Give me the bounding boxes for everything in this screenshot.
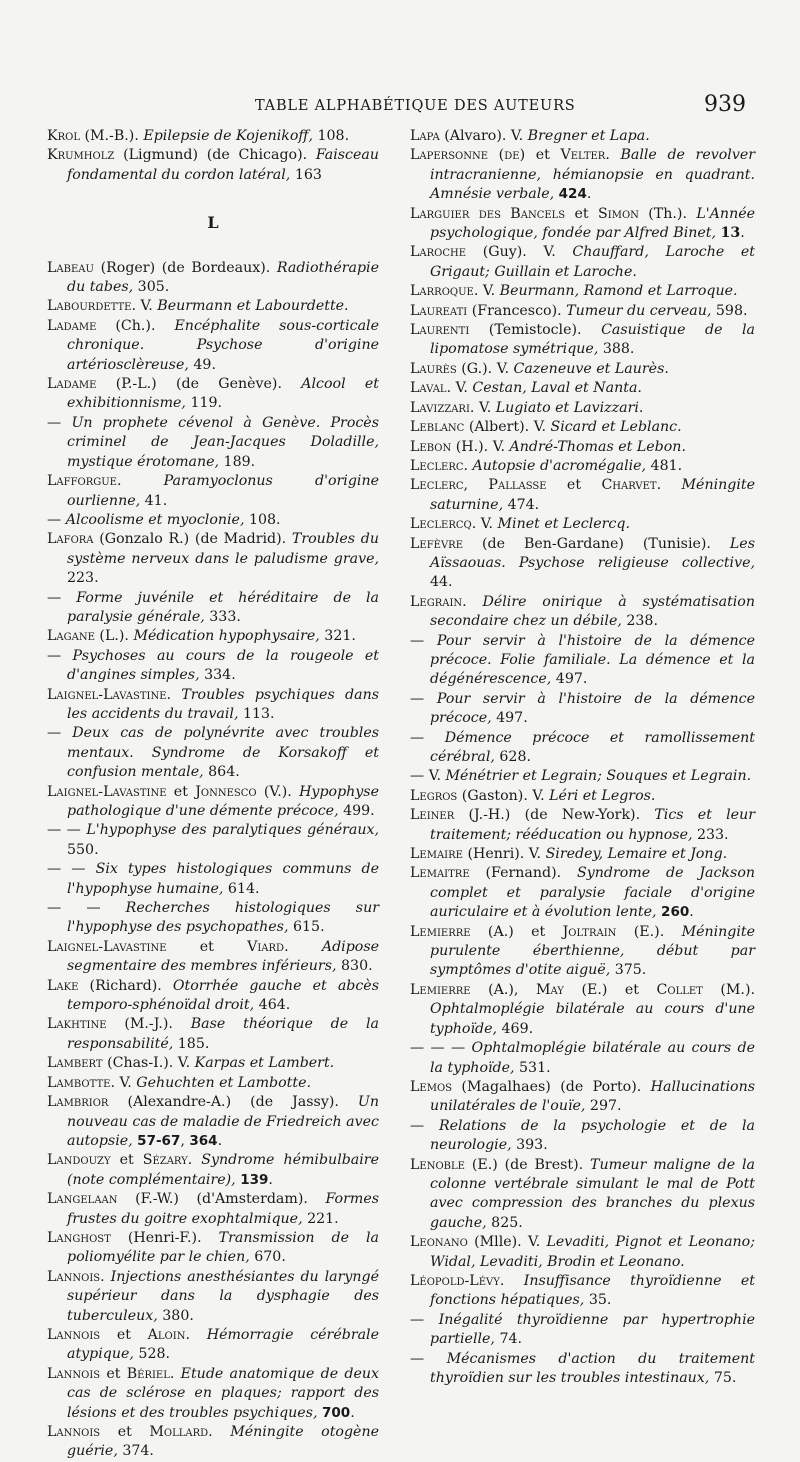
index-entry: Laroche (Guy). V. Chauffard, Laroche et Grigaut; Guillain et Laroche. bbox=[410, 244, 755, 280]
index-entry: Laurenti (Temistocle). Casuistique de la lipomatose symétrique, 388. bbox=[410, 322, 755, 358]
index-entry: Ladame (Ch.). Encéphalite sous-corticale chronique. Psychose d'origine artériosclèreuse, 49. bbox=[47, 317, 379, 373]
index-entry: — Pour servir à l'histoire de la démence précoce. Folie familiale. La démence et la dégénérescence, 497. bbox=[410, 632, 756, 688]
page-number: 939 bbox=[704, 92, 746, 117]
entries-before-section bbox=[47, 127, 379, 185]
index-entry: Lapersonne (de) et Velter. Balle de revolver intracranienne, hémianopsie en quadrant. Amnésie verbale, 424. bbox=[410, 147, 756, 203]
index-entry: Lemierre (A.) et Joltrain (E.). Méningite purulente éberthienne, début par symptômes d'otite aiguë, 375. bbox=[410, 923, 756, 979]
index-entry: — Inégalité thyroïdienne par hypertrophie partielle, 74. bbox=[410, 1311, 755, 1348]
index-entry: Lannois. Injections anesthésiantes du laryngé supérieur dans la dysphagie des tuberculeux, 380. bbox=[47, 1268, 380, 1324]
index-entry: Laureati (Francesco). Tumeur du cerveau, 598. bbox=[410, 302, 748, 319]
index-entry: Legros (Gaston). V. Léri et Legros. bbox=[410, 787, 656, 804]
index-entry: — Pour servir à l'histoire de la démence précoce, 497. bbox=[410, 690, 756, 727]
index-entry: Lagane (L.). Médication hypophysaire, 321. bbox=[47, 628, 356, 645]
index-entry: Langelaan (F.-W.) (d'Amsterdam). Formes frustes du goitre exophtalmique, 221. bbox=[47, 1191, 379, 1227]
index-entry: Lemos (Magalhaes) (de Porto). Hallucinations unilatérales de l'ouïe, 297. bbox=[410, 1078, 755, 1115]
index-entry: — V. Ménétrier et Legrain; Souques et Legrain. bbox=[410, 768, 752, 785]
index-entry: Lebon (H.). V. André-Thomas et Lebon. bbox=[410, 438, 686, 455]
entries-section-l bbox=[47, 259, 379, 1462]
index-entry: Lannois et Mollard. Méningite otogène guérie, 374. bbox=[47, 1424, 379, 1460]
index-entry: — Deux cas de polynévrite avec troubles mentaux. Syndrome de Korsakoff et confusion mentale, 864. bbox=[47, 725, 379, 781]
index-entry: Lafora (Gonzalo R.) (de Madrid). Troubles du système nerveux dans le paludisme grave, 223. bbox=[47, 531, 379, 587]
index-entry: Laignel-Lavastine et Jonnesco (V.). Hypophyse pathologique d'une démente précoce, 499. bbox=[47, 783, 379, 819]
entries-right bbox=[410, 127, 755, 1388]
index-entry: Leclerc, Pallasse et Charvet. Méningite saturnine, 474. bbox=[410, 477, 755, 513]
index-entry: Labeau (Roger) (de Bordeaux). Radiothérapie du tabes, 305. bbox=[47, 259, 379, 296]
index-entry: — — Recherches histologiques sur l'hypophyse des psychopathes, 615. bbox=[47, 900, 379, 936]
index-entry: Laignel-Lavastine et Viard. Adipose segmentaire des membres inférieurs, 830. bbox=[47, 938, 379, 975]
index-entry: Lemaitre (Fernand). Syndrome de Jackson complet et paralysie faciale d'origine auriculaire et à évolution lente, 260. bbox=[410, 865, 755, 921]
index-entry: — — — Ophtalmoplégie bilatérale au cours de la typhoïde, 531. bbox=[410, 1040, 756, 1076]
index-entry: — Relations de la psychologie et de la neurologie, 393. bbox=[410, 1117, 755, 1154]
index-entry: Langhost (Henri-F.). Transmission de la poliomyélite par le chien, 670. bbox=[47, 1229, 380, 1266]
index-entry: — Forme juvénile et héréditaire de la paralysie générale, 333. bbox=[47, 589, 380, 625]
index-entry: Landouzy et Sézary. Syndrome hémibulbaire (note complémentaire), 139. bbox=[47, 1152, 379, 1188]
index-entry: Leiner (J.-H.) (de New-York). Tics et leur traitement; rééducation ou hypnose, 233. bbox=[410, 807, 755, 843]
index-entry: Krumholz (Ligmund) (de Chicago). Faisceau fondamental du cordon latéral, 163 bbox=[47, 147, 379, 183]
index-entry: Leonano (Mlle). V. Levaditi, Pignot et Leonano; Widal, Levaditi, Brodin et Leonano. bbox=[410, 1234, 755, 1270]
index-entry: Lannois et Aloin. Hémorragie cérébrale atypique, 528. bbox=[47, 1326, 379, 1363]
index-entry: — Psychoses au cours de la rougeole et d'angines simples, 334. bbox=[47, 647, 379, 684]
index-entry: — — L'hypophyse des paralytiques généraux, 550. bbox=[47, 822, 379, 858]
index-entry: Legrain. Délire onirique à systématisation secondaire chez un débile, 238. bbox=[410, 593, 755, 630]
index-entry: Lakhtine (M.-J.). Base théorique de la responsabilité, 185. bbox=[47, 1016, 379, 1052]
index-entry: Lefèvre (de Ben-Gardane) (Tunisie). Les Aïssaouas. Psychose religieuse collective, 44. bbox=[410, 535, 755, 591]
right-column bbox=[410, 127, 755, 1388]
index-entry: Lake (Richard). Otorrhée gauche et abcès temporo-sphénoïdal droit, 464. bbox=[47, 977, 379, 1014]
left-column bbox=[47, 127, 379, 1462]
index-entry: Lenoble (E.) (de Brest). Tumeur maligne de la colonne vertébrale simulant le mal de Pott avec compression des branches du plexus gauche, 825. bbox=[410, 1156, 755, 1231]
index-entry: Leclercq. V. Minet et Leclercq. bbox=[410, 516, 630, 533]
index-entry: Ladame (P.-L.) (de Genève). Alcool et exhibitionnisme, 119. bbox=[47, 376, 379, 412]
index-entry: Leclerc. Autopsie d'acromégalie, 481. bbox=[410, 457, 683, 474]
index-entry: — — Six types histologiques communs de l'hypophyse humaine, 614. bbox=[47, 861, 379, 897]
index-entry: Lambert (Chas-I.). V. Karpas et Lambert. bbox=[47, 1055, 335, 1072]
index-entry: Larroque. V. Beurmann, Ramond et Larroque. bbox=[410, 283, 738, 300]
index-entry: Lafforgue. Paramyoclonus d'origine ourlienne, 41. bbox=[47, 473, 379, 509]
index-entry: Labourdette. V. Beurmann et Labourdette. bbox=[47, 298, 349, 315]
index-entry: — Un prophete cévenol à Genève. Procès criminel de Jean-Jacques Doladille, mystique érotomane, 189. bbox=[47, 414, 379, 470]
index-entry: — Mécanismes d'action du traitement thyroïdien sur les troubles intestinaux, 75. bbox=[410, 1350, 755, 1386]
index-entry: — Démence précoce et ramollissement cérébral, 628. bbox=[410, 729, 756, 765]
index-entry: Lemierre (A.), May (E.) et Collet (M.). Ophtalmoplégie bilatérale au cours d'une typhoïde, 469. bbox=[410, 981, 755, 1037]
index-entry: Krol (M.-B.). Epilepsie de Kojenikoff, 108. bbox=[47, 128, 350, 144]
index-entry: Leblanc (Albert). V. Sicard et Leblanc. bbox=[410, 419, 682, 436]
running-title: TABLE ALPHABÉTIQUE DES AUTEURS bbox=[255, 98, 576, 114]
index-entry: Laignel-Lavastine. Troubles psychiques dans les accidents du travail, 113. bbox=[47, 686, 379, 722]
index-entry: Léopold-Lévy. Insuffisance thyroïdienne et fonctions hépatiques, 35. bbox=[410, 1272, 755, 1309]
section-letter: L bbox=[207, 213, 219, 233]
index-entry: Lambrior (Alexandre-A.) (de Jassy). Un nouveau cas de maladie de Friedreich avec autopsie, 57-67, 364. bbox=[47, 1094, 379, 1149]
index-entry: Lapa (Alvaro). V. Bregner et Lapa. bbox=[410, 128, 650, 144]
index-entry: Lavizzari. V. Lugiato et Lavizzari. bbox=[410, 399, 644, 416]
index-entry: Lannois et Bériel. Etude anatomique de deux cas de sclérose en plaques; rapport des lésions et des troubles psychiques, 700. bbox=[47, 1365, 379, 1421]
index-entry: Lemaire (Henri). V. Siredey, Lemaire et Jong. bbox=[410, 846, 728, 863]
index-entry: Larguier des Bancels et Simon (Th.). L'Année psychologique, fondée par Alfred Binet, 13. bbox=[410, 205, 755, 242]
index-entry: Laval. V. Cestan, Laval et Nanta. bbox=[410, 380, 642, 397]
running-head bbox=[0, 92, 800, 122]
index-entry: — Alcoolisme et myoclonie, 108. bbox=[47, 511, 281, 528]
index-entry: Laurès (G.). V. Cazeneuve et Laurès. bbox=[410, 360, 669, 377]
index-entry: Lambotte. V. Gehuchten et Lambotte. bbox=[47, 1074, 311, 1091]
